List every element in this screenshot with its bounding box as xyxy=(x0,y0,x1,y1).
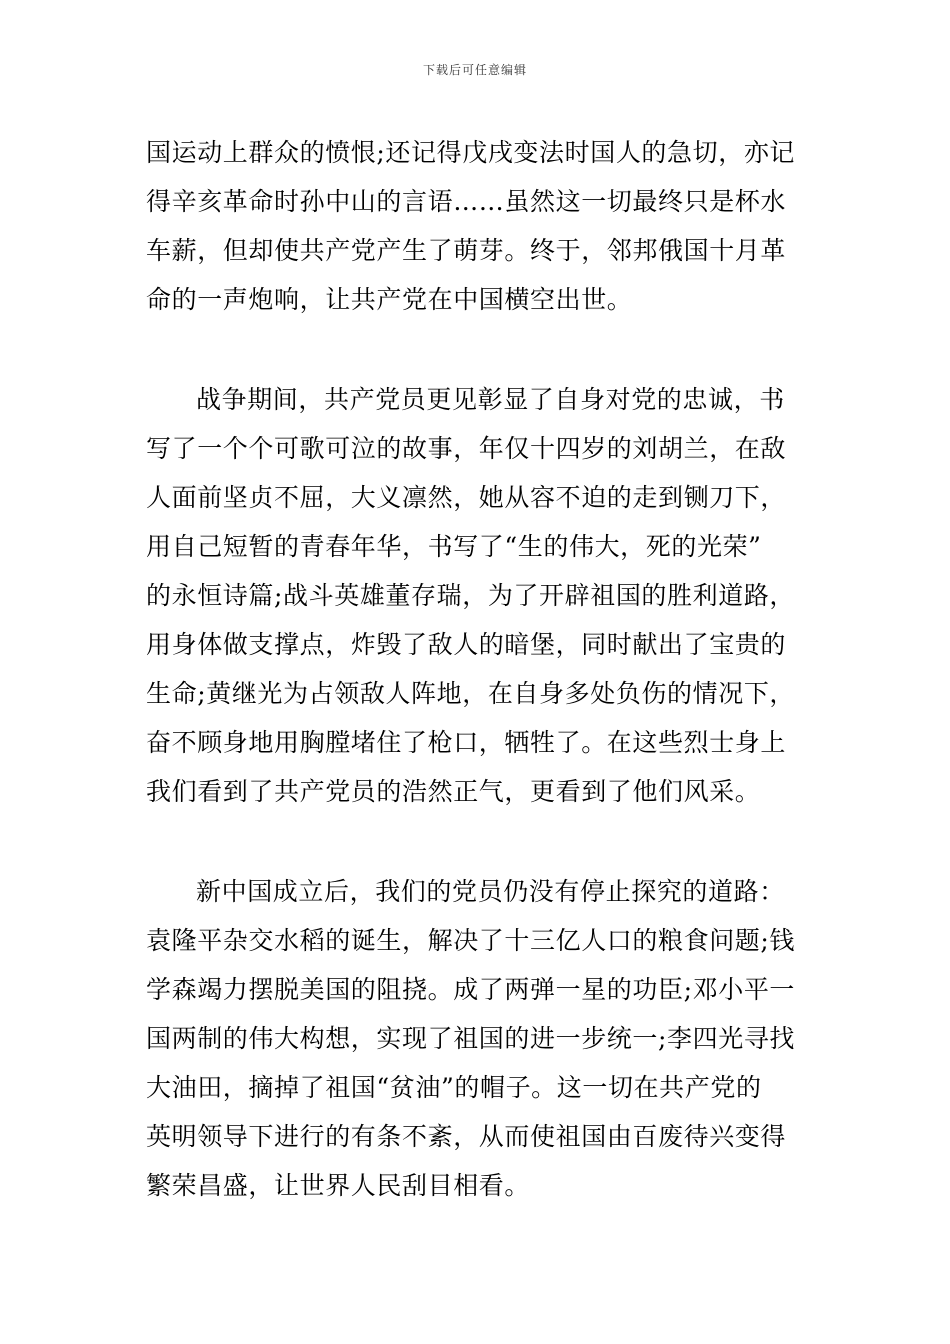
paragraph-spacer xyxy=(146,816,808,867)
text-line: 英明领导下进行的有条不紊，从而使祖国由百废待兴变得 xyxy=(146,1122,787,1151)
text-line: 生命;黄继光为占领敌人阵地，在自身多处负伤的情况下， xyxy=(146,679,796,708)
text-line: 大油田，摘掉了祖国“贫油”的帽子。这一切在共产党的 xyxy=(146,1073,762,1102)
text-line: 学森竭力摆脱美国的阻挠。成了两弹一星的功臣;邓小平一 xyxy=(146,975,796,1004)
paragraph-spacer xyxy=(146,324,808,375)
text-line: 繁荣昌盛，让世界人民刮目相看。 xyxy=(146,1171,531,1200)
text-line: 得辛亥革命时孙中山的言语……虽然这一切最终只是杯水 xyxy=(146,187,787,216)
paragraph-1 xyxy=(146,128,808,324)
document-body xyxy=(146,128,808,1210)
text-line: 写了一个个可歌可泣的故事，年仅十四岁的刘胡兰，在敌 xyxy=(146,434,787,463)
text-line: 人面前坚贞不屈，大义凛然，她从容不迫的走到铡刀下， xyxy=(146,483,787,512)
text-line: 命的一声炮响，让共产党在中国横空出世。 xyxy=(146,285,633,314)
text-line: 国两制的伟大构想，实现了祖国的进一步统一;李四光寻找 xyxy=(146,1024,796,1053)
text-line: 的永恒诗篇;战斗英雄董存瑞，为了开辟祖国的胜利道路， xyxy=(146,581,796,610)
paragraph-3 xyxy=(146,867,808,1210)
text-line: 国运动上群众的愤恨;还记得戊戌变法时国人的急切，亦记 xyxy=(146,138,796,167)
text-line: 奋不顾身地用胸膛堵住了枪口，牺牲了。在这些烈士身上 xyxy=(146,728,787,757)
text-line: 袁隆平杂交水稻的诞生，解决了十三亿人口的粮食问题;钱 xyxy=(146,926,796,955)
text-line: 战争期间，共产党员更见彰显了自身对党的忠诚，书 xyxy=(196,385,785,414)
text-line: 新中国成立后，我们的党员仍没有停止探究的道路： xyxy=(196,877,785,906)
text-line: 用身体做支撑点，炸毁了敌人的暗堡，同时献出了宝贵的 xyxy=(146,630,787,659)
text-line: 用自己短暂的青春年华，书写了“生的伟大，死的光荣” xyxy=(146,532,762,561)
page-header: 下载后可任意编辑 xyxy=(422,63,527,77)
text-line: 我们看到了共产党员的浩然正气，更看到了他们风采。 xyxy=(146,777,761,806)
paragraph-2 xyxy=(146,375,808,816)
text-line: 车薪，但却使共产党产生了萌芽。终于，邻邦俄国十月革 xyxy=(146,236,787,265)
